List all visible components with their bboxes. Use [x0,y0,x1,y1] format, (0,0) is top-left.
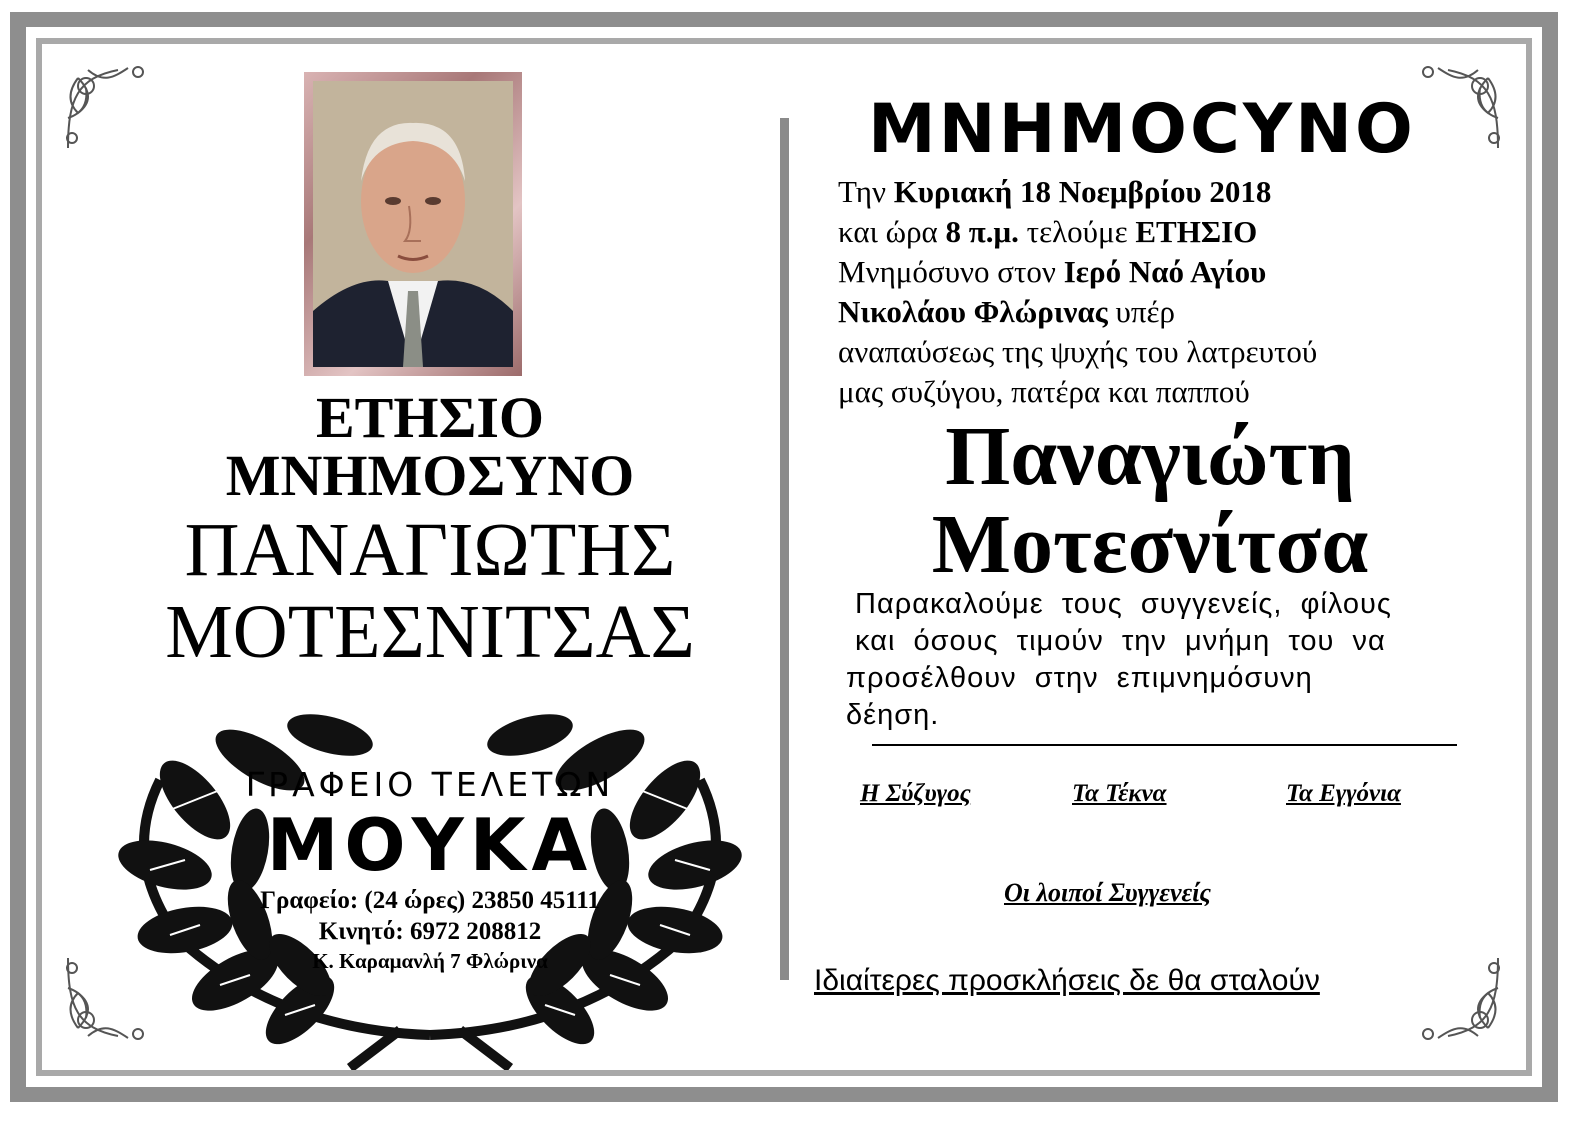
funeral-office-label: ΓΡΑΦΕΙΟ ΤΕΛΕΤΩΝ [245,765,615,804]
signature-grandchildren: Τα Εγγόνια [1286,780,1401,807]
paragraph-run: αναπαύσεως της ψυχής του λατρευτού [838,334,1318,369]
left-name-line1: ΠΑΝΑΓΙΩΤΗΣ [184,508,676,592]
portrait-photo [313,81,513,367]
paragraph-run: υπέρ [1107,294,1175,329]
left-title-line1: ΕΤΗΣΙΟ [315,385,545,450]
signature-spouse: Η Σύζυγος [860,780,971,807]
right-name-line1: Παναγιώτη [945,410,1355,503]
signature-rule [872,744,1457,746]
request-line: δέηση. [846,699,940,731]
paragraph-run: τελούμε [1018,214,1136,249]
paragraph-run: Ιερό Ναό Αγίου [1063,254,1267,289]
corner-ornament-top-left [58,58,158,158]
office-address: Κ. Καραμανλή 7 Φλώρινα [312,949,548,973]
paragraph-run: 8 π.μ. [945,214,1019,249]
invitation-request [846,586,1466,734]
portrait-frame [304,72,522,376]
paragraph-run: μας συζύγου, πατέρα και παππού [838,374,1250,409]
signature-relatives: Οι λοιποί Συγγενείς [1004,878,1211,907]
paragraph-run: Κυριακή 18 Νοεμβρίου 2018 [893,174,1272,209]
request-line: και όσους τιμούν την μνήμη του να [846,625,1386,657]
left-name-line2: ΜΟΤΕΣΝΙΤΣΑΣ [165,590,695,674]
paragraph-run: ΕΤΗΣΙΟ [1135,214,1258,249]
no-invitations-note: Ιδιαίτερες προσκλήσεις δε θα σταλούν [814,964,1320,997]
corner-ornament-top-right [1408,58,1508,158]
request-line: προσέλθουν στην επιμνημόσυνη [846,662,1313,694]
right-heading: ΜΝΗΜΟCΥΝΟ [868,90,1416,169]
corner-ornament-bottom-right [1408,948,1508,1048]
announcement-paragraph [838,172,1468,412]
left-title-line2: ΜΝΗΜΟΣΥΝΟ [225,443,635,508]
signature-children: Τα Τέκνα [1072,780,1167,807]
office-phone: Γραφείο: (24 ώρες) 23850 45111 [260,887,600,914]
column-divider [780,118,789,980]
paragraph-run: Την [838,174,894,209]
mobile-phone: Κινητό: 6972 208812 [318,918,542,945]
paragraph-run: Νικολάου Φλώρινας [838,294,1108,329]
right-name-line2: Μοτεσνίτσα [931,498,1369,591]
paragraph-run: και ώρα [838,214,946,249]
request-line: Παρακαλούμε τους συγγενείς, φίλους [846,588,1392,620]
funeral-office-block [205,765,655,975]
funeral-office-name: ΜΟΥΚΑ [266,803,594,887]
paragraph-run: Μνημόσυνο στον [838,254,1064,289]
